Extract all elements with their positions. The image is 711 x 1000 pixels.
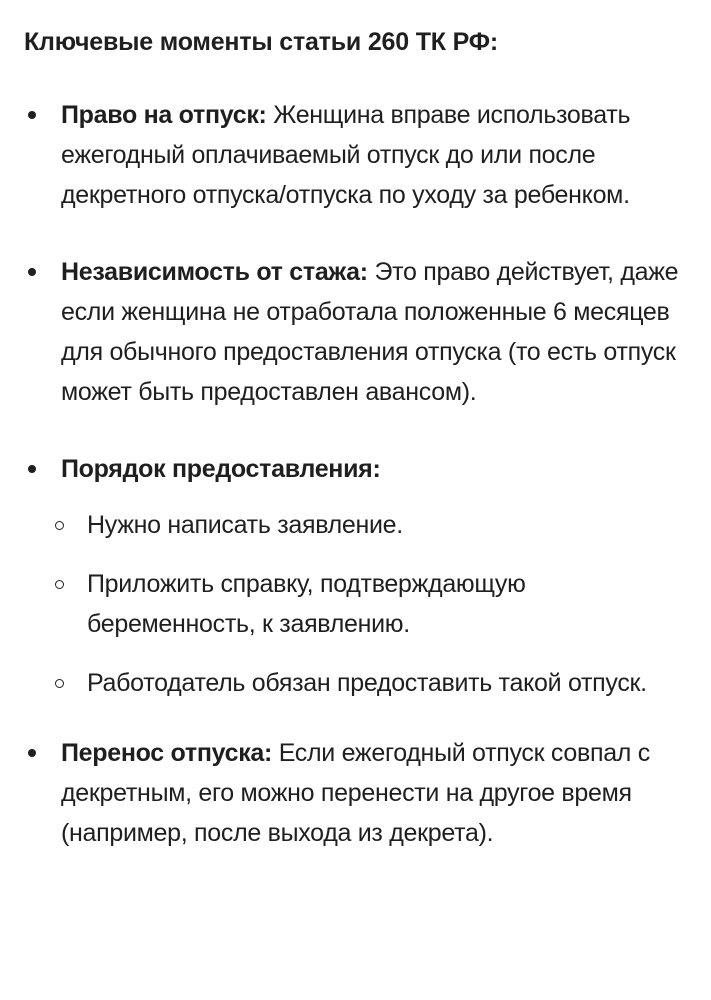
section-heading: Ключевые моменты статьи 260 ТК РФ: [24,28,498,56]
item-term: Право на отпуск: [61,101,267,129]
key-points-list [24,95,704,853]
article-content [24,22,704,890]
list-item-vacation-right [24,95,661,215]
sublist-item: Нужно написать заявление. [51,505,704,545]
item-term: Перенос отпуска: [61,739,273,767]
procedure-sublist [51,505,704,703]
sublist-item: Приложить справку, подтверждающую беременность, к заявлению. [51,564,607,644]
item-text: Женщина вправе использовать ежегодный оплачиваемый отпуск до или после декретного отпуска/отпуска по уходу за ребенком. [61,101,631,209]
item-term: Независимость от стажа: [61,258,368,286]
list-item-vacation-transfer [24,733,651,853]
sublist-item: Работодатель обязан предоставить такой отпуск. [51,663,647,703]
list-item-seniority-independence [24,252,691,412]
item-text: Это право действует, даже если женщина не отработала положенные 6 месяцев для обычного предоставления отпуска (то есть отпуск может быть предоставлен авансом). [61,258,679,406]
item-term: Порядок предоставления: [61,455,381,483]
item-text: Если ежегодный отпуск совпал с декретным, его можно перенести на другое время (например, после выхода из декрета). [61,739,650,847]
list-item-procedure [24,449,704,703]
